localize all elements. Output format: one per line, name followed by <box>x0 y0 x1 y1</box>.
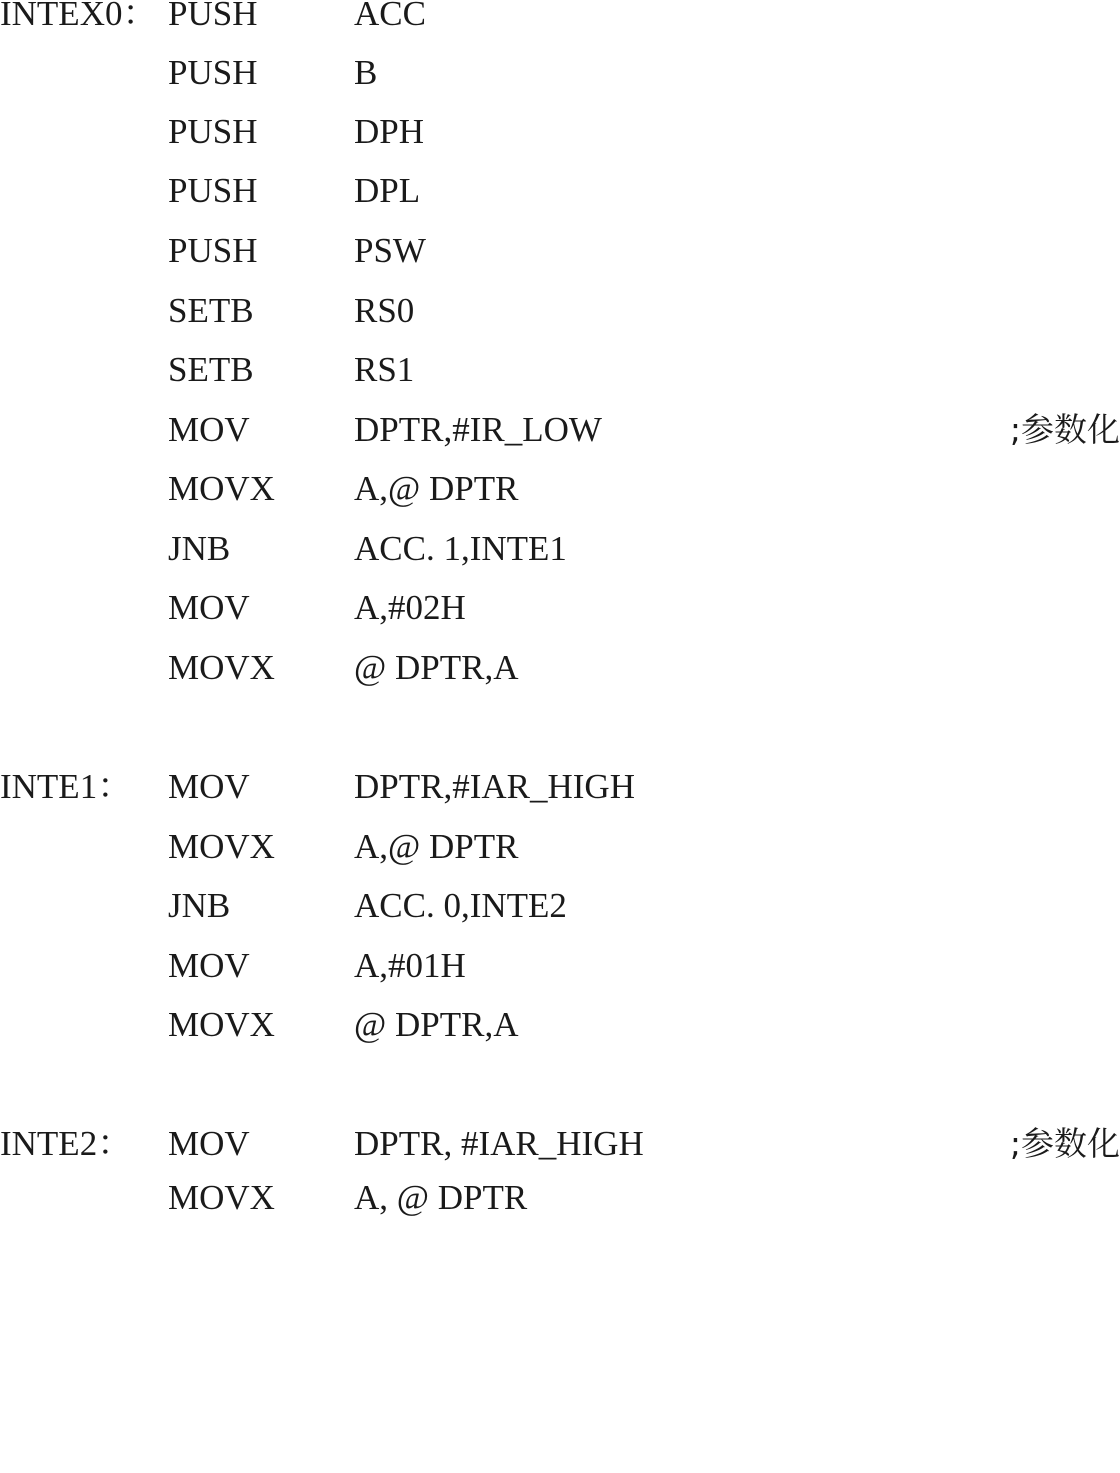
code-label: INTEX0： <box>0 0 158 33</box>
code-operand: DPTR,#IAR_HIGH <box>354 767 635 806</box>
code-operand: A,@ DPTR <box>354 827 519 866</box>
code-line <box>0 166 1120 216</box>
code-operand: DPH <box>354 112 425 151</box>
code-operand: RS0 <box>354 291 415 330</box>
code-line <box>0 881 1120 931</box>
code-mnemonic: MOV <box>168 946 250 985</box>
code-line <box>0 1119 1120 1169</box>
code-line <box>0 524 1120 574</box>
code-mnemonic: MOV <box>168 588 250 627</box>
code-mnemonic: PUSH <box>168 0 258 33</box>
code-mnemonic: PUSH <box>168 231 258 270</box>
code-mnemonic: JNB <box>168 886 231 925</box>
code-mnemonic: MOV <box>168 767 250 806</box>
code-line <box>0 941 1120 991</box>
code-operand: B <box>354 53 378 92</box>
code-mnemonic: MOVX <box>168 648 275 687</box>
code-mnemonic: PUSH <box>168 53 258 92</box>
code-comment: ;参数化 <box>1009 1124 1120 1163</box>
code-operand: RS1 <box>354 350 415 389</box>
code-line <box>0 643 1120 693</box>
code-label: INTE2： <box>0 1124 133 1163</box>
code-operand: A,@ DPTR <box>354 469 519 508</box>
code-mnemonic: SETB <box>168 291 254 330</box>
code-mnemonic: MOVX <box>168 827 275 866</box>
code-line <box>0 1173 1120 1223</box>
code-line <box>0 822 1120 872</box>
code-operand: A, @ DPTR <box>354 1178 528 1217</box>
code-operand: @ DPTR,A <box>354 1005 519 1044</box>
code-line <box>0 583 1120 633</box>
code-operand: PSW <box>354 231 426 270</box>
code-operand: A,#02H <box>354 588 466 627</box>
code-mnemonic: PUSH <box>168 112 258 151</box>
code-line <box>0 1000 1120 1050</box>
code-operand: A,#01H <box>354 946 466 985</box>
code-mnemonic: MOV <box>168 1124 250 1163</box>
code-comment: ;参数化 <box>1009 410 1120 449</box>
code-line <box>0 107 1120 157</box>
code-line <box>0 0 1120 39</box>
code-line <box>0 226 1120 276</box>
code-mnemonic: MOVX <box>168 469 275 508</box>
code-operand: DPTR,#IR_LOW <box>354 410 602 449</box>
code-line <box>0 345 1120 395</box>
code-line <box>0 762 1120 812</box>
code-mnemonic: MOVX <box>168 1005 275 1044</box>
code-line <box>0 286 1120 336</box>
code-mnemonic: SETB <box>168 350 254 389</box>
code-mnemonic: PUSH <box>168 171 258 210</box>
code-line <box>0 48 1120 98</box>
code-operand: ACC <box>354 0 426 33</box>
code-operand: @ DPTR,A <box>354 648 519 687</box>
code-operand: ACC. 0,INTE2 <box>354 886 567 925</box>
code-line <box>0 405 1120 455</box>
code-mnemonic: MOV <box>168 410 250 449</box>
code-line <box>0 464 1120 514</box>
code-mnemonic: JNB <box>168 529 231 568</box>
code-operand: ACC. 1,INTE1 <box>354 529 567 568</box>
code-operand: DPL <box>354 171 421 210</box>
code-label: INTE1： <box>0 767 133 806</box>
code-mnemonic: MOVX <box>168 1178 275 1217</box>
code-operand: DPTR, #IAR_HIGH <box>354 1124 644 1163</box>
